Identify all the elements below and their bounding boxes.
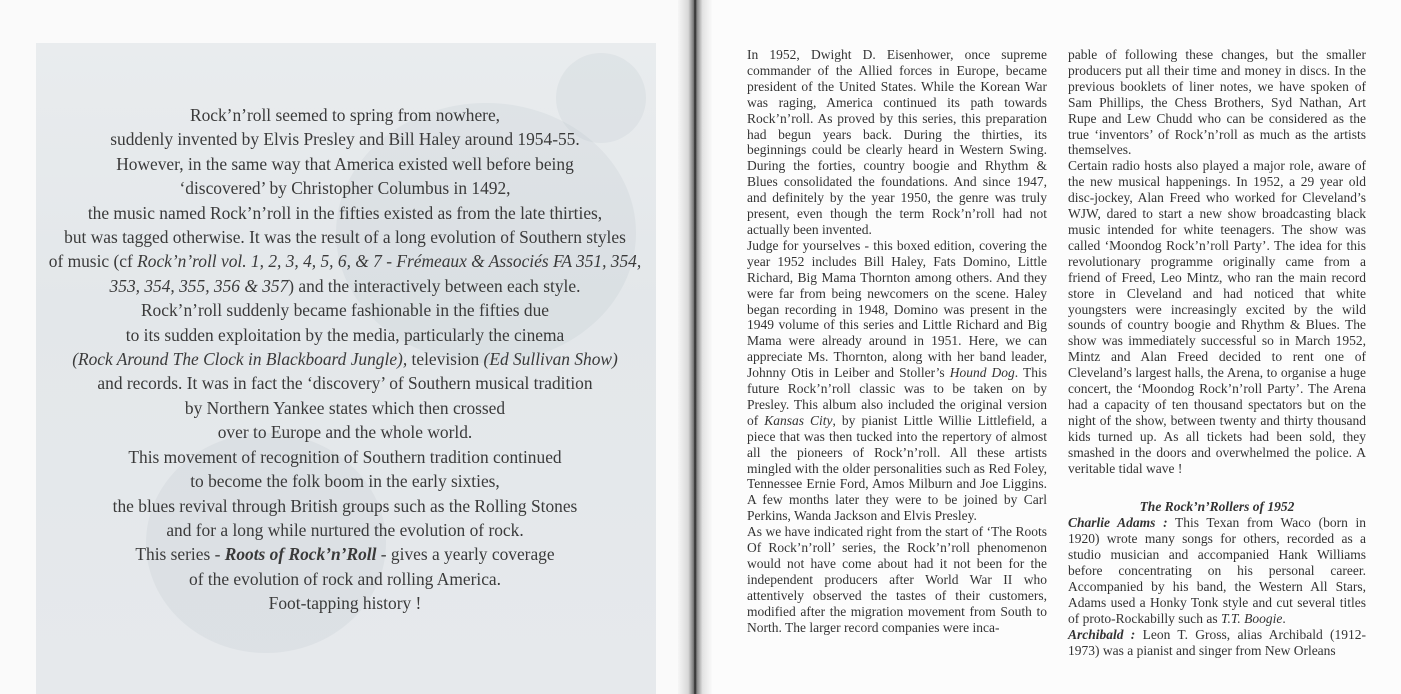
artist-entry: Charlie Adams : This Texan from Waco (born in 1920) wrote many songs for others, recorded as a studio musician and accompanied Hank Williams before concentrating on his personal career. Accompanied by his band, the Western All Stars, Adams used a Honky Tonk style and cut several titles of proto-Rockabilly such as T.T. Boogie. bbox=[1068, 515, 1367, 626]
left-page bbox=[0, 0, 690, 694]
intro-line: the blues revival through British groups such as the Rolling Stones bbox=[112, 495, 578, 516]
intro-line: to its sudden exploitation by the media, particularly the cinema bbox=[125, 324, 565, 345]
artist-entry: Archibald : Leon T. Gross, alias Archibald (1912-1973) was a pianist and singer from New Orleans bbox=[1068, 626, 1366, 658]
intro-line: (Rock Around The Clock in Blackboard Jungle), television (Ed Sullivan Show) bbox=[72, 349, 618, 370]
book-spine-gutter bbox=[678, 0, 712, 694]
section-heading: The Rock’n’Rollers of 1952 bbox=[1139, 499, 1295, 515]
intro-line: However, in the same way that America existed well before being bbox=[116, 153, 574, 174]
intro-line: over to Europe and the whole world. bbox=[217, 422, 473, 443]
paragraph: pable of following these changes, but the smaller producers put all their time and money in discs. In the previous booklets of liner notes, we have spoken of Sam Phillips, the Chess Brothers, Syd Nathan, Art Rupe and Lew Chudd who can be considered as the true ‘inventors’ of Rock’n’roll as much as the artists themselves. bbox=[1068, 47, 1366, 158]
intro-line: and for a long while nurtured the evolution of rock. bbox=[166, 519, 524, 540]
paragraph: In 1952, Dwight D. Eisenhower, once supreme commander of the Allied forces in Europe, became president of the United States. While the Korean War was raging, America continued its path towards Rock’n’roll. As proved by this series, this preparation had begun years back. During the thirties, its beginnings could be clearly heard in Western Swing. During the forties, country boogie and Rhythm & Blues consolidated the foundations. And since 1947, and definitely by the year 1950, the genre was truly present, even though the term Rock’n’roll had not actually been invented. bbox=[747, 47, 1047, 237]
intro-line: suddenly invented by Elvis Presley and Bill Haley around 1954-55. bbox=[110, 129, 580, 150]
intro-text bbox=[20, 103, 670, 616]
text-column-1 bbox=[747, 47, 1047, 636]
intro-line: of music (cf Rock’n’roll vol. 1, 2, 3, 4, 5, 6, & 7 - Frémeaux & Associés FA 351, 354, bbox=[48, 251, 642, 272]
intro-line: but was tagged otherwise. It was the result of a long evolution of Southern styles bbox=[64, 227, 626, 248]
intro-line: to become the folk boom in the early sixties, bbox=[190, 471, 500, 492]
intro-line: Rock’n’roll seemed to spring from nowhere, bbox=[189, 105, 501, 125]
intro-line: ‘discovered’ by Christopher Columbus in 1492, bbox=[179, 178, 511, 199]
intro-line: 353, 354, 355, 356 & 357) and the interactively between each style. bbox=[109, 275, 581, 296]
intro-line: of the evolution of rock and rolling America. bbox=[189, 568, 501, 589]
paragraph: Certain radio hosts also played a major role, aware of the new musical happenings. In 1952, a 29 year old disc-jockey, Alan Freed who worked for Cleveland’s WJW, dared to start a new show broadcasting black music intended for white teenagers. The show was called ‘Moondog Rock’n’roll Party’. The idea for this revolutionary programme originally came from a friend of Freed, Leo Mintz, who ran the main record store in Cleveland and had noticed that white youngsters were increasingly excited by the wild sounds of country boogie and Rhythm & Blues. The show was immediately successful so in March 1952, Mintz and Alan Freed decided to rent one of Cleveland’s largest halls, the Arena, to organise a huge concert, the ‘Moondog Rock’n’roll Party’. The Arena had a capacity of ten thousand spectators but on the night of the show, between twenty and thirty thousand kids turned up. As all tickets had been sold, they smashed in the doors and overwhelmed the police. A veritable tidal wave ! bbox=[1068, 158, 1366, 476]
intro-line: This series - Roots of Rock’n’Roll - gives a yearly coverage bbox=[135, 544, 555, 565]
text-column-2 bbox=[1068, 47, 1366, 659]
intro-line: This movement of recognition of Southern tradition continued bbox=[128, 446, 562, 467]
intro-line: by Northern Yankee states which then crossed bbox=[184, 397, 506, 418]
paragraph: As we have indicated right from the start of ‘The Roots Of Rock’n’roll’ series, the Rock’n’roll phenomenon would not have come about had it not been for the independent producers after World War II who attentively observed the tastes of their customers, modified after the migration movement from South to North. The larger record companies were inca- bbox=[747, 524, 1047, 635]
intro-line: the music named Rock’n’roll in the fifties existed as from the late thirties, bbox=[87, 202, 603, 223]
intro-line: and records. It was in fact the ‘discovery’ of Southern musical tradition bbox=[97, 373, 593, 394]
intro-line: Foot-tapping history ! bbox=[268, 593, 422, 614]
paragraph: Judge for yourselves - this boxed edition, covering the year 1952 includes Bill Haley, Fats Domino, Little Richard, Big Mama Thornton among others. And they were far from being newcomers on the scene. Haley began recording in 1948, Domino was present in the 1949 volume of this series and Little Richard and Big Mama were already around in 1951. Here, we can appreciate Ms. Thornton, along with her band leader, Johnny Otis in Leiber and Stoller’s Hound Dog. This future Rock’n’roll classic was to be taken on by Presley. This album also included the original version of Kansas City, by pianist Little Willie Littlefield, a piece that was then tucked into the repertory of almost all the pioneers of Rock’n’roll. All these artists mingled with the older personalities such as Red Foley, Tennessee Ernie Ford, Amos Milburn and Joe Liggins. A few months later they were to be joined by Carl Perkins, Wanda Jackson and Elvis Presley. bbox=[747, 237, 1048, 524]
intro-line: Rock’n’roll suddenly became fashionable in the fifties due bbox=[140, 300, 550, 321]
